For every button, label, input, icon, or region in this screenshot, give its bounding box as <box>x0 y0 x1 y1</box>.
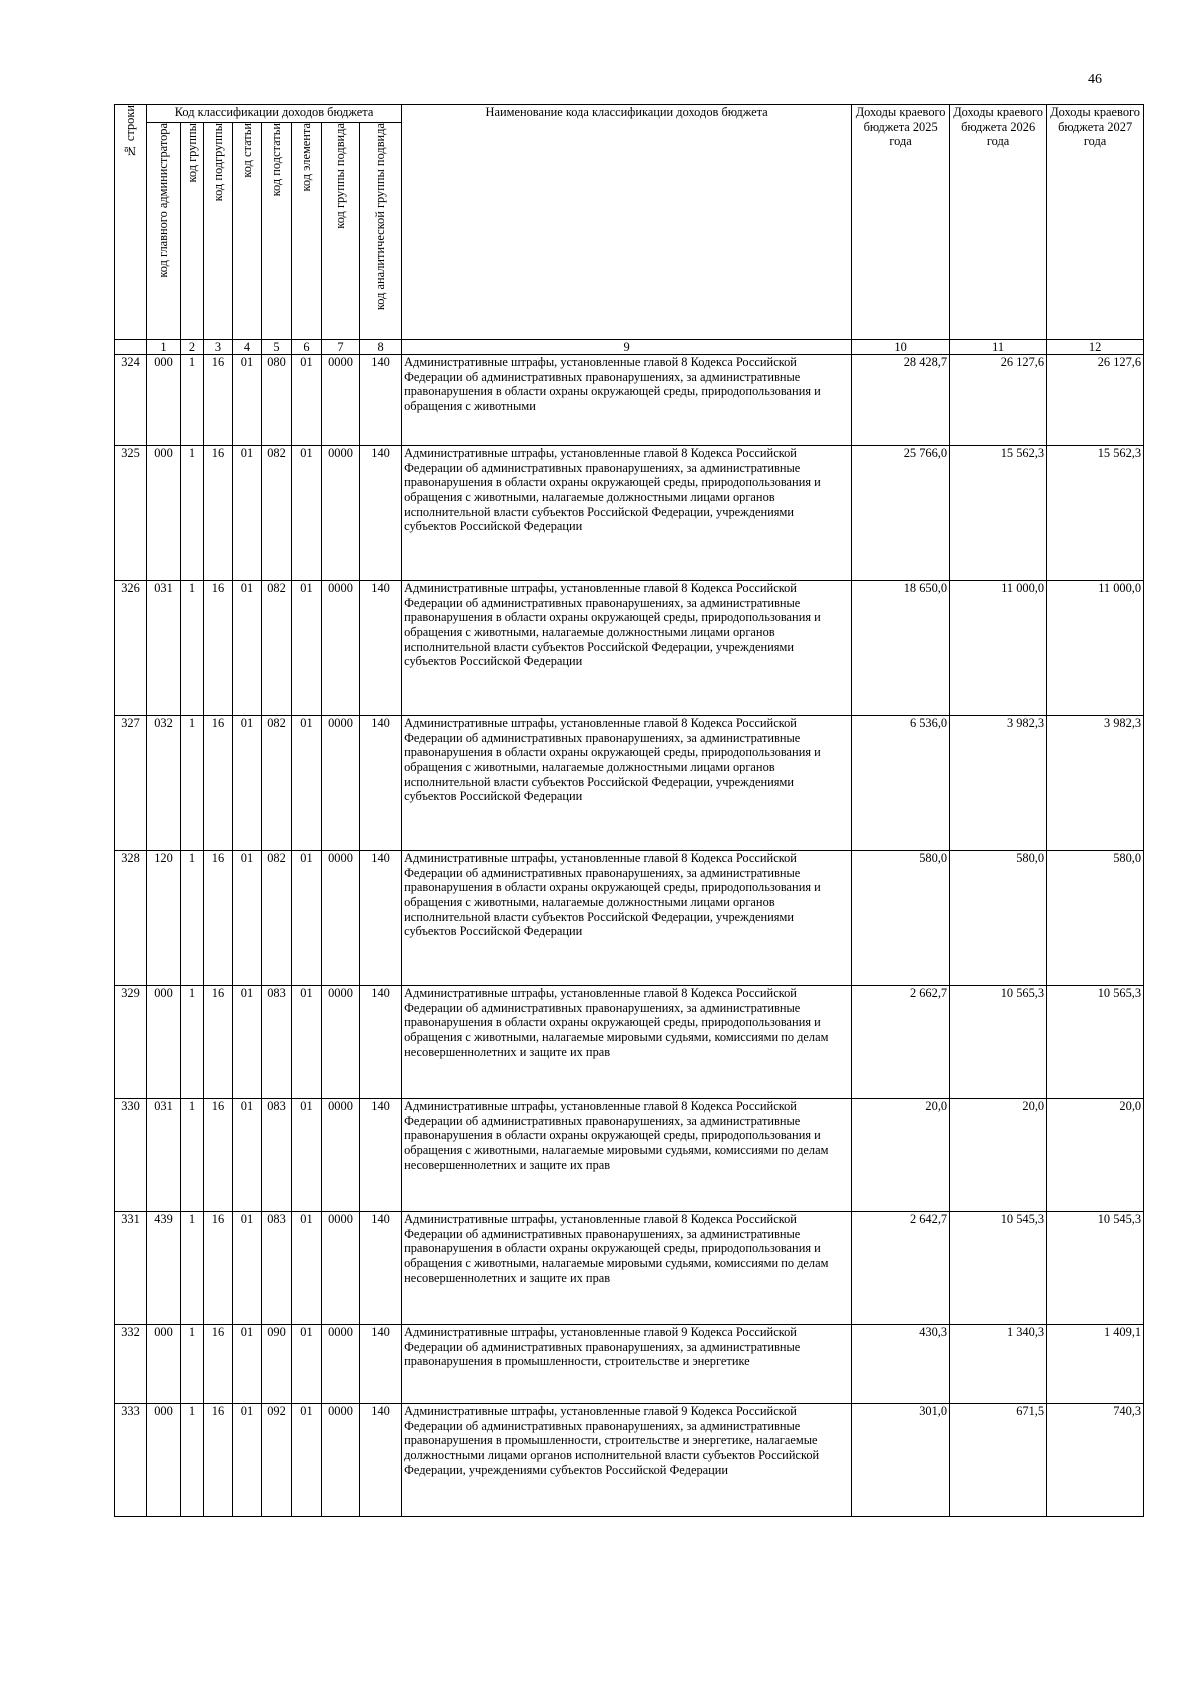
column-number: 8 <box>360 340 402 355</box>
row-number: 325 <box>115 446 147 581</box>
article-code: 01 <box>233 1212 262 1325</box>
admin-code: 031 <box>147 581 181 716</box>
analytic-group-code: 140 <box>360 716 402 851</box>
income-name: Административные штрафы, установленные главой 8 Кодекса Российской Федерации об административных правонарушениях, за административные правонарушения в области охраны окружающей среды, природопользования и обращения с животными, налагаемые должностными лицами органов исполнительной власти субъектов Российской Федерации, учреждениями субъектов Российской Федерации <box>402 446 852 581</box>
subarticle-code: 082 <box>262 581 292 716</box>
budget-revenue-table <box>114 104 1144 1517</box>
income-2025-value: 20,0 <box>852 1099 950 1212</box>
income-2025-value: 430,3 <box>852 1325 950 1404</box>
admin-code: 120 <box>147 851 181 986</box>
column-number: 4 <box>233 340 262 355</box>
subtype-group-code: 0000 <box>322 986 360 1099</box>
subgroup-code: 16 <box>204 851 233 986</box>
subtype-group-code: 0000 <box>322 1099 360 1212</box>
element-code: 01 <box>292 446 322 581</box>
admin-code: 000 <box>147 1404 181 1517</box>
subarticle-code: 083 <box>262 1212 292 1325</box>
table-row <box>115 355 1144 446</box>
subgroup-code: 16 <box>204 1212 233 1325</box>
analytic-group-code: 140 <box>360 851 402 986</box>
admin-code: 000 <box>147 986 181 1099</box>
subtype-group-code: 0000 <box>322 581 360 716</box>
analytic-group-code: 140 <box>360 986 402 1099</box>
column-number: 9 <box>402 340 852 355</box>
income-2026-value: 1 340,3 <box>950 1325 1047 1404</box>
income-2025-value: 580,0 <box>852 851 950 986</box>
column-number: 6 <box>292 340 322 355</box>
column-number <box>115 340 147 355</box>
row-number: 329 <box>115 986 147 1099</box>
subarticle-code: 082 <box>262 446 292 581</box>
group-code: 1 <box>181 446 204 581</box>
article-code: 01 <box>233 1325 262 1404</box>
subgroup-code: 16 <box>204 581 233 716</box>
income-name: Административные штрафы, установленные главой 8 Кодекса Российской Федерации об административных правонарушениях, за административные правонарушения в области охраны окружающей среды, природопользования и обращения с животными, налагаемые должностными лицами органов исполнительной власти субъектов Российской Федерации, учреждениями субъектов Российской Федерации <box>402 716 852 851</box>
table-body <box>115 355 1144 1517</box>
analytic-group-code: 140 <box>360 355 402 446</box>
row-number: 324 <box>115 355 147 446</box>
income-2026-value: 3 982,3 <box>950 716 1047 851</box>
subgroup-code: 16 <box>204 716 233 851</box>
element-code: 01 <box>292 851 322 986</box>
element-code: 01 <box>292 986 322 1099</box>
table-row <box>115 716 1144 851</box>
group-code: 1 <box>181 581 204 716</box>
analytic-group-code: 140 <box>360 1099 402 1212</box>
income-name: Административные штрафы, установленные главой 8 Кодекса Российской Федерации об административных правонарушениях, за административные правонарушения в области охраны окружающей среды, природопользования и обращения с животными, налагаемые мировыми судьями, комиссиями по делам несовершеннолетних и защите их прав <box>402 1099 852 1212</box>
element-code: 01 <box>292 1212 322 1325</box>
subgroup-code-header: код подгруппы <box>204 123 233 340</box>
article-code: 01 <box>233 1099 262 1212</box>
column-number: 3 <box>204 340 233 355</box>
income-2027-value: 11 000,0 <box>1047 581 1144 716</box>
income-2026-header: Доходы краевого бюджета 2026 года <box>950 105 1047 340</box>
column-numbers-row <box>115 340 1144 355</box>
subtype-group-code-header: код группы подвида <box>322 123 360 340</box>
row-number: 331 <box>115 1212 147 1325</box>
income-name: Административные штрафы, установленные главой 8 Кодекса Российской Федерации об административных правонарушениях, за административные правонарушения в области охраны окружающей среды, природопользования и обращения с животными, налагаемые мировыми судьями, комиссиями по делам несовершеннолетних и защите их прав <box>402 1212 852 1325</box>
income-2026-value: 26 127,6 <box>950 355 1047 446</box>
article-code-header: код статьи <box>233 123 262 340</box>
element-code: 01 <box>292 1099 322 1212</box>
income-2025-value: 28 428,7 <box>852 355 950 446</box>
analytic-group-code: 140 <box>360 1325 402 1404</box>
income-2026-value: 580,0 <box>950 851 1047 986</box>
column-number: 11 <box>950 340 1047 355</box>
subgroup-code: 16 <box>204 1404 233 1517</box>
analytic-group-code: 140 <box>360 1212 402 1325</box>
subarticle-code: 083 <box>262 1099 292 1212</box>
table-row <box>115 446 1144 581</box>
row-number: 327 <box>115 716 147 851</box>
subtype-group-code: 0000 <box>322 355 360 446</box>
income-2026-value: 10 545,3 <box>950 1212 1047 1325</box>
element-code: 01 <box>292 1325 322 1404</box>
column-number: 12 <box>1047 340 1144 355</box>
article-code: 01 <box>233 716 262 851</box>
admin-code: 031 <box>147 1099 181 1212</box>
income-2027-value: 10 565,3 <box>1047 986 1144 1099</box>
analytic-group-code-header: код аналитической группы подвида <box>360 123 402 340</box>
article-code: 01 <box>233 1404 262 1517</box>
income-name: Административные штрафы, установленные главой 8 Кодекса Российской Федерации об административных правонарушениях, за административные правонарушения в области охраны окружающей среды, природопользования и обращения с животными, налагаемые должностными лицами органов исполнительной власти субъектов Российской Федерации, учреждениями субъектов Российской Федерации <box>402 581 852 716</box>
column-number: 10 <box>852 340 950 355</box>
analytic-group-code: 140 <box>360 446 402 581</box>
row-number: 326 <box>115 581 147 716</box>
subarticle-code: 082 <box>262 716 292 851</box>
income-2027-value: 10 545,3 <box>1047 1212 1144 1325</box>
admin-code: 000 <box>147 355 181 446</box>
subarticle-code: 082 <box>262 851 292 986</box>
row-number: 332 <box>115 1325 147 1404</box>
income-2027-value: 580,0 <box>1047 851 1144 986</box>
classification-code-group-header: Код классификации доходов бюджета <box>147 105 402 123</box>
group-code: 1 <box>181 355 204 446</box>
income-2025-value: 2 662,7 <box>852 986 950 1099</box>
income-2025-value: 6 536,0 <box>852 716 950 851</box>
column-number: 5 <box>262 340 292 355</box>
income-2026-value: 15 562,3 <box>950 446 1047 581</box>
analytic-group-code: 140 <box>360 581 402 716</box>
income-2026-value: 10 565,3 <box>950 986 1047 1099</box>
income-2026-value: 20,0 <box>950 1099 1047 1212</box>
subgroup-code: 16 <box>204 1099 233 1212</box>
income-name: Административные штрафы, установленные главой 8 Кодекса Российской Федерации об административных правонарушениях, за административные правонарушения в области охраны окружающей среды, природопользования и обращения с животными <box>402 355 852 446</box>
subtype-group-code: 0000 <box>322 446 360 581</box>
subarticle-code: 080 <box>262 355 292 446</box>
subgroup-code: 16 <box>204 1325 233 1404</box>
subtype-group-code: 0000 <box>322 851 360 986</box>
income-2027-value: 3 982,3 <box>1047 716 1144 851</box>
group-code: 1 <box>181 986 204 1099</box>
row-number-header: № строки <box>115 105 147 340</box>
admin-code: 032 <box>147 716 181 851</box>
table-row <box>115 986 1144 1099</box>
row-number: 330 <box>115 1099 147 1212</box>
subarticle-code-header: код подстатьи <box>262 123 292 340</box>
subgroup-code: 16 <box>204 355 233 446</box>
group-code: 1 <box>181 1325 204 1404</box>
income-2025-value: 18 650,0 <box>852 581 950 716</box>
element-code-header: код элемента <box>292 123 322 340</box>
income-2026-value: 671,5 <box>950 1404 1047 1517</box>
article-code: 01 <box>233 355 262 446</box>
element-code: 01 <box>292 716 322 851</box>
subgroup-code: 16 <box>204 986 233 1099</box>
article-code: 01 <box>233 986 262 1099</box>
article-code: 01 <box>233 581 262 716</box>
subarticle-code: 083 <box>262 986 292 1099</box>
income-2027-value: 20,0 <box>1047 1099 1144 1212</box>
subarticle-code: 092 <box>262 1404 292 1517</box>
subarticle-code: 090 <box>262 1325 292 1404</box>
analytic-group-code: 140 <box>360 1404 402 1517</box>
element-code: 01 <box>292 1404 322 1517</box>
admin-code: 000 <box>147 446 181 581</box>
income-name: Административные штрафы, установленные главой 9 Кодекса Российской Федерации об административных правонарушениях, за административные правонарушения в промышленности, строительстве и энергетике, налагаемые должностными лицами органов исполнительной власти субъектов Российской Федерации, учреждениями субъектов Российской Федерации <box>402 1404 852 1517</box>
admin-code-header: код главного администратора <box>147 123 181 340</box>
group-code: 1 <box>181 851 204 986</box>
name-column-header: Наименование кода классификации доходов бюджета <box>402 105 852 340</box>
income-2025-value: 301,0 <box>852 1404 950 1517</box>
income-2027-header: Доходы краевого бюджета 2027 года <box>1047 105 1144 340</box>
income-2025-header: Доходы краевого бюджета 2025 года <box>852 105 950 340</box>
subtype-group-code: 0000 <box>322 1325 360 1404</box>
income-2027-value: 1 409,1 <box>1047 1325 1144 1404</box>
table-row <box>115 1212 1144 1325</box>
group-code: 1 <box>181 716 204 851</box>
subtype-group-code: 0000 <box>322 1404 360 1517</box>
table-row <box>115 581 1144 716</box>
element-code: 01 <box>292 355 322 446</box>
column-number: 1 <box>147 340 181 355</box>
table-row <box>115 1325 1144 1404</box>
income-name: Административные штрафы, установленные главой 9 Кодекса Российской Федерации об административных правонарушениях, за административные правонарушения в промышленности, строительстве и энергетике <box>402 1325 852 1404</box>
row-number: 328 <box>115 851 147 986</box>
subtype-group-code: 0000 <box>322 716 360 851</box>
subgroup-code: 16 <box>204 446 233 581</box>
page-number: 46 <box>1088 72 1102 87</box>
group-code: 1 <box>181 1404 204 1517</box>
column-number: 7 <box>322 340 360 355</box>
income-2027-value: 740,3 <box>1047 1404 1144 1517</box>
table-row <box>115 851 1144 986</box>
income-2025-value: 25 766,0 <box>852 446 950 581</box>
group-code-header: код группы <box>181 123 204 340</box>
income-2027-value: 26 127,6 <box>1047 355 1144 446</box>
column-number: 2 <box>181 340 204 355</box>
table-row <box>115 1099 1144 1212</box>
admin-code: 439 <box>147 1212 181 1325</box>
element-code: 01 <box>292 581 322 716</box>
article-code: 01 <box>233 851 262 986</box>
income-2025-value: 2 642,7 <box>852 1212 950 1325</box>
admin-code: 000 <box>147 1325 181 1404</box>
table-row <box>115 1404 1144 1517</box>
article-code: 01 <box>233 446 262 581</box>
group-code: 1 <box>181 1212 204 1325</box>
income-name: Административные штрафы, установленные главой 8 Кодекса Российской Федерации об административных правонарушениях, за административные правонарушения в области охраны окружающей среды, природопользования и обращения с животными, налагаемые мировыми судьями, комиссиями по делам несовершеннолетних и защите их прав <box>402 986 852 1099</box>
income-2027-value: 15 562,3 <box>1047 446 1144 581</box>
income-name: Административные штрафы, установленные главой 8 Кодекса Российской Федерации об административных правонарушениях, за административные правонарушения в области охраны окружающей среды, природопользования и обращения с животными, налагаемые должностными лицами органов исполнительной власти субъектов Российской Федерации, учреждениями субъектов Российской Федерации <box>402 851 852 986</box>
group-code: 1 <box>181 1099 204 1212</box>
row-number: 333 <box>115 1404 147 1517</box>
subtype-group-code: 0000 <box>322 1212 360 1325</box>
income-2026-value: 11 000,0 <box>950 581 1047 716</box>
